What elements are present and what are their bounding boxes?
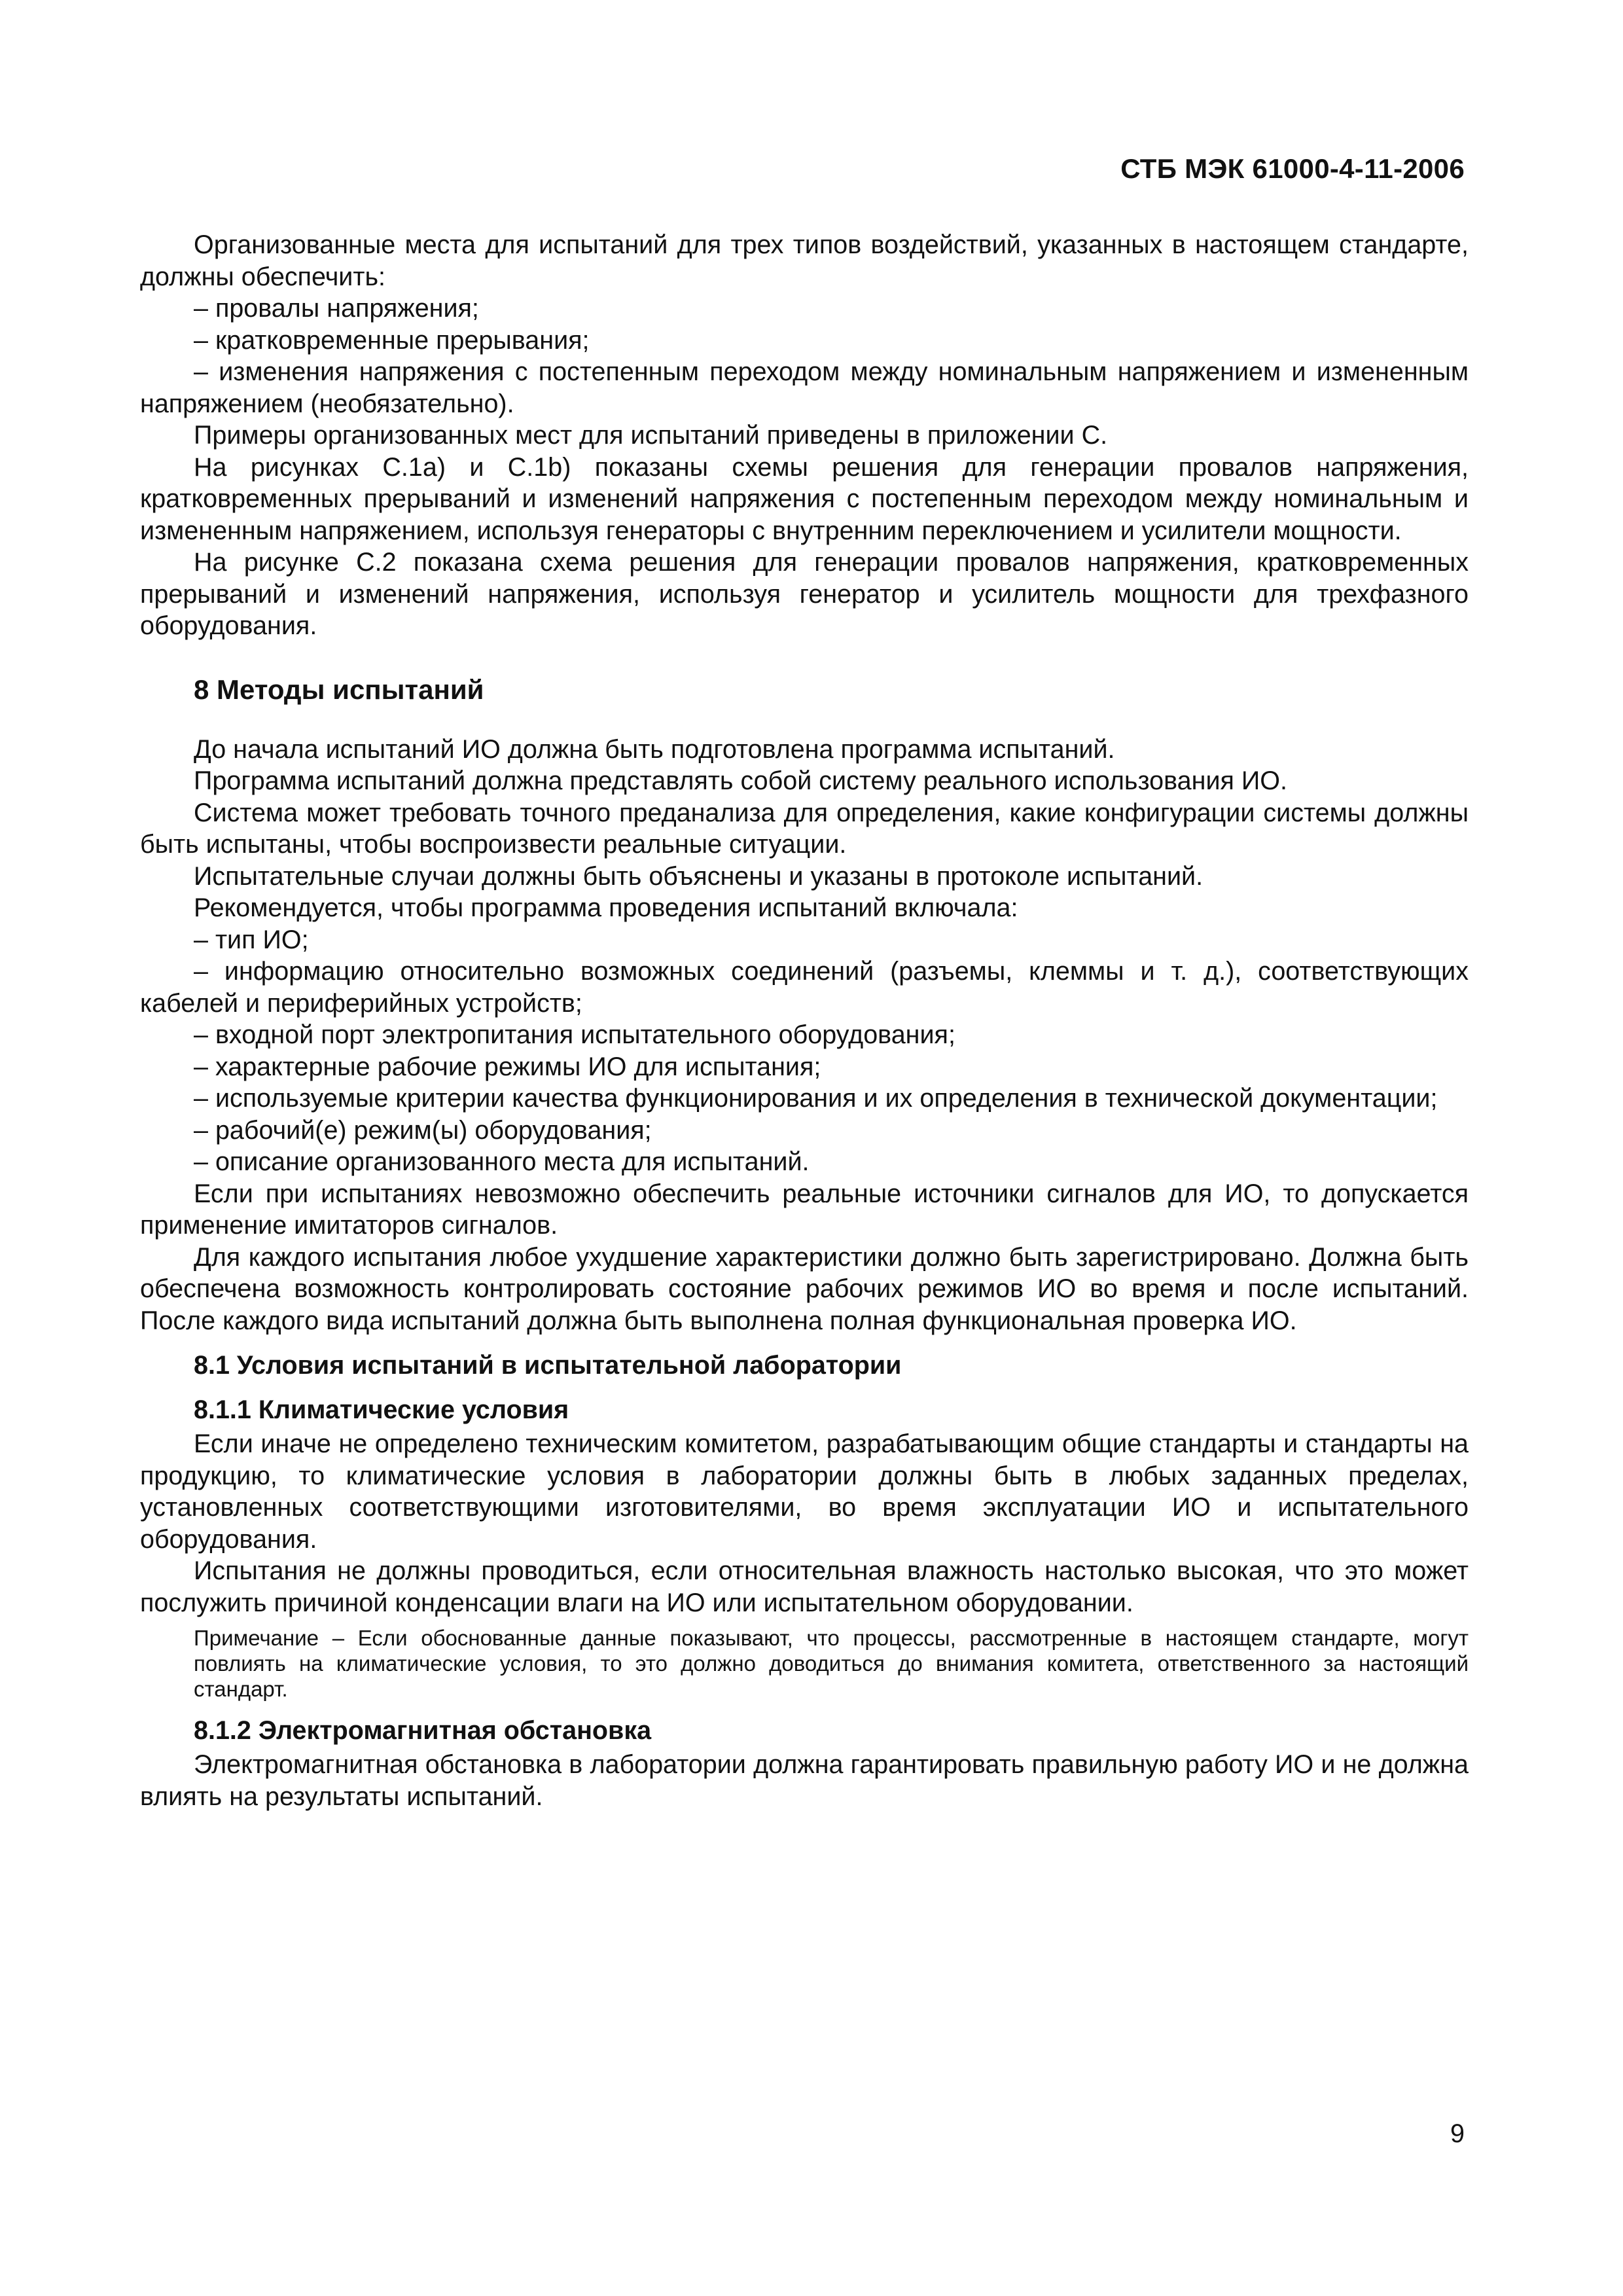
list-item: – кратковременные прерывания; [194, 325, 590, 355]
paragraph: На рисунке С.2 показана схема решения для генерации провалов напряжения, кратковременных прерываний и изменений напряжения, используя генератор и усилитель мощности для трехфазного оборудования. [140, 548, 1469, 640]
page-number: 9 [1450, 2119, 1465, 2148]
list-item: – используемые критерии качества функционирования и их определения в технической документации; [194, 1084, 1438, 1113]
paragraph: Примеры организованных мест для испытаний приведены в приложении С. [194, 421, 1108, 450]
section-heading-8-1: 8.1 Условия испытаний в испытательной лаборатории [194, 1351, 902, 1380]
note: Примечание – Если обоснованные данные показывают, что процессы, рассмотренные в настоящем стандарте, могут повлиять на климатические условия, то это должно доводиться до внимания комитета, ответственного за настоящий стандарт. [194, 1626, 1469, 1701]
section-heading-8: 8 Методы испытаний [194, 673, 484, 705]
document-header-code: СТБ МЭК 61000-4-11-2006 [1120, 153, 1465, 184]
paragraph: Рекомендуется, чтобы программа проведения испытаний включала: [194, 893, 1018, 922]
list-item: – изменения напряжения с постепенным переходом между номинальным напряжением и измененным напряжением (необязательно). [140, 357, 1469, 418]
paragraph: Если при испытаниях невозможно обеспечить реальные источники сигналов для ИО, то допускается применение имитаторов сигналов. [140, 1179, 1469, 1240]
list-item: – характерные рабочие режимы ИО для испытания; [194, 1052, 821, 1081]
list-item: – провалы напряжения; [194, 294, 479, 323]
paragraph: На рисунках С.1а) и С.1b) показаны схемы решения для генерации провалов напряжения, кратковременных прерываний и изменений напряжения с постепенным переходом между номинальным и измененным напряжением, используя генераторы с внутренним переключением и усилители мощности. [140, 452, 1469, 545]
section-heading-8-1-1: 8.1.1 Климатические условия [194, 1395, 569, 1424]
paragraph: Для каждого испытания любое ухудшение характеристики должно быть зарегистрировано. Должна быть обеспечена возможность контролировать состояние рабочих режимов ИО во время и после испытаний. После каждого вида испытаний должна быть выполнена полная функциональная проверка ИО. [140, 1242, 1469, 1335]
list-item: – входной порт электропитания испытательного оборудования; [194, 1020, 955, 1049]
page-content [140, 229, 1469, 1812]
paragraph: Программа испытаний должна представлять собой систему реального использования ИО. [194, 766, 1287, 795]
list-item: – рабочий(е) режим(ы) оборудования; [194, 1115, 652, 1145]
list-item: – тип ИО; [194, 925, 309, 954]
list-item: – описание организованного места для испытаний. [194, 1147, 810, 1176]
paragraph: Электромагнитная обстановка в лаборатории должна гарантировать правильную работу ИО и не должна влиять на результаты испытаний. [140, 1750, 1469, 1811]
paragraph: Испытания не должны проводиться, если относительная влажность настолько высокая, что это может послужить причиной конденсации влаги на ИО или испытательном оборудовании. [140, 1556, 1469, 1617]
paragraph: До начала испытаний ИО должна быть подготовлена программа испытаний. [194, 734, 1115, 764]
list-item: – информацию относительно возможных соединений (разъемы, клеммы и т. д.), соответствующих кабелей и периферийных устройств; [140, 957, 1469, 1018]
section-heading-8-1-2: 8.1.2 Электромагнитная обстановка [194, 1716, 652, 1745]
paragraph: Организованные места для испытаний для трех типов воздействий, указанных в настоящем стандарте, должны обеспечить: [140, 230, 1469, 291]
paragraph: Система может требовать точного преданализа для определения, какие конфигурации системы должны быть испытаны, чтобы воспроизвести реальные ситуации. [140, 798, 1469, 859]
paragraph: Если иначе не определено техническим комитетом, разрабатывающим общие стандарты и стандарты на продукцию, то климатические условия в лаборатории должны быть в любых заданных пределах, установленных соответствующими изготовителями, во время эксплуатации ИО и испытательного оборудования. [140, 1429, 1469, 1554]
paragraph: Испытательные случаи должны быть объяснены и указаны в протоколе испытаний. [194, 861, 1204, 891]
